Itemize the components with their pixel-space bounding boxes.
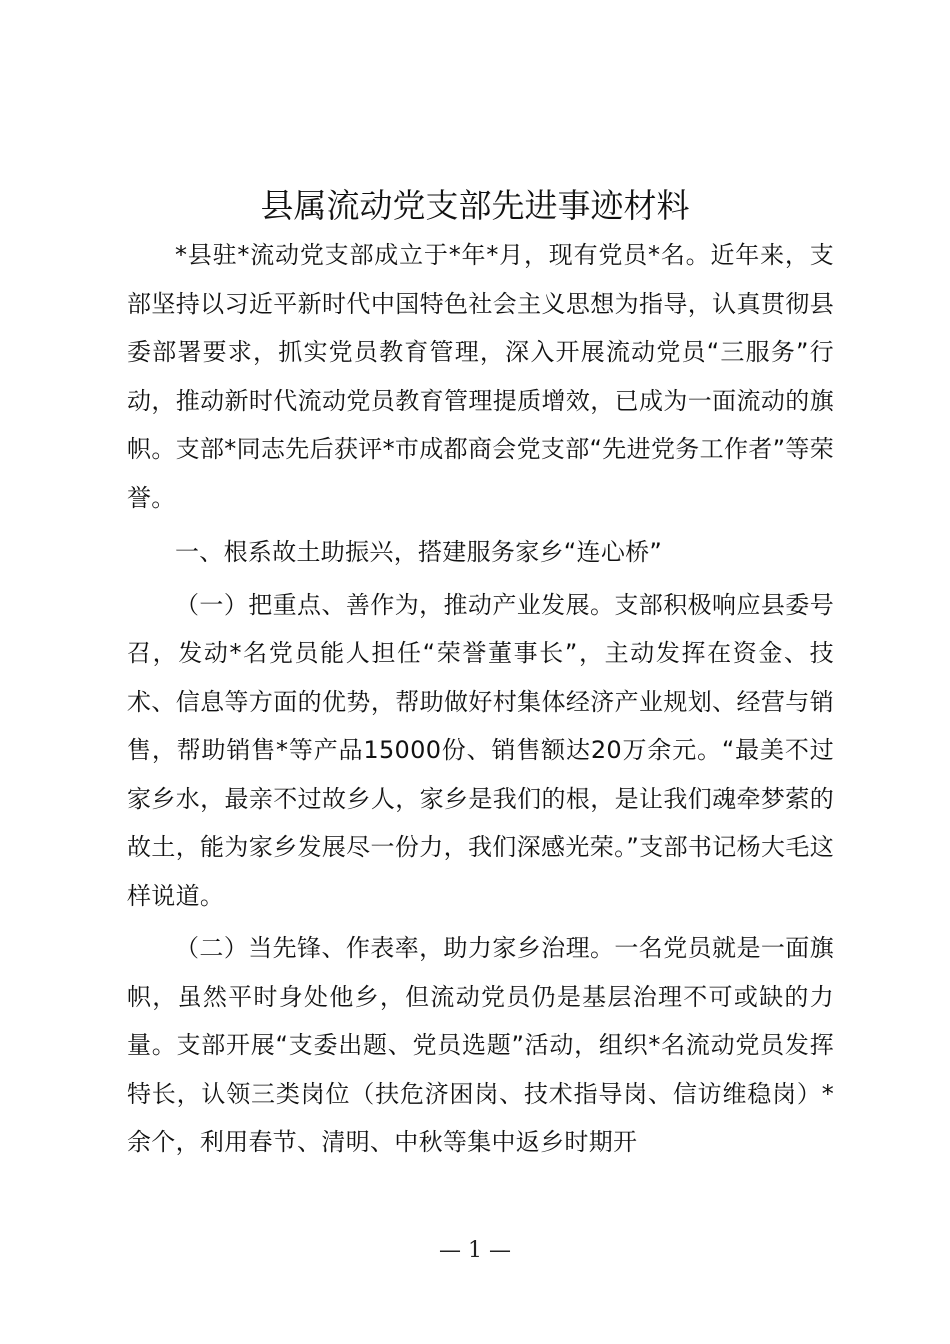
document-title: 县属流动党支部先进事迹材料 (260, 186, 690, 225)
subsection-paragraph-1: （一）把重点、善作为，推动产业发展。支部积极响应县委号召，发动*名党员能人担任“荣誉董事长”，主动发挥在资金、技术、信息等方面的优势，帮助做好村集体经济产业规划、经营与销售，帮助销售*等产品15000份、销售额达20万余元。“最美不过家乡水，最亲不过故乡人，家乡是我们的根，是让我们魂牵梦萦的故土，能为家乡发展尽一份力，我们深感光荣。”支部书记杨大毛这样说道。 (127, 590, 834, 910)
subsection-paragraph-2: （二）当先锋、作表率，助力家乡治理。一名党员就是一面旗帜，虽然平时身处他乡，但流动党员仍是基层治理不可或缺的力量。支部开展“支委出题、党员选题”活动，组织*名流动党员发挥特长，认领三类岗位（扶危济困岗、技术指导岗、信访维稳岗）*余个，利用春节、清明、中秋等集中返乡时期开 (127, 934, 834, 1156)
document-body (127, 231, 834, 1167)
section-heading: 一、根系故土助振兴，搭建服务家乡“连心桥” (175, 538, 663, 566)
intro-paragraph: *县驻*流动党支部成立于*年*月，现有党员*名。近年来，支部坚持以习近平新时代中国特色社会主义思想为指导，认真贯彻县委部署要求，抓实党员教育管理，深入开展流动党员“三服务”行动，推动新时代流动党员教育管理提质增效，已成为一面流动的旗帜。支部*同志先后获评*市成都商会党支部“先进党务工作者”等荣誉。 (127, 241, 834, 512)
page-number: — 1 — (439, 1238, 511, 1263)
